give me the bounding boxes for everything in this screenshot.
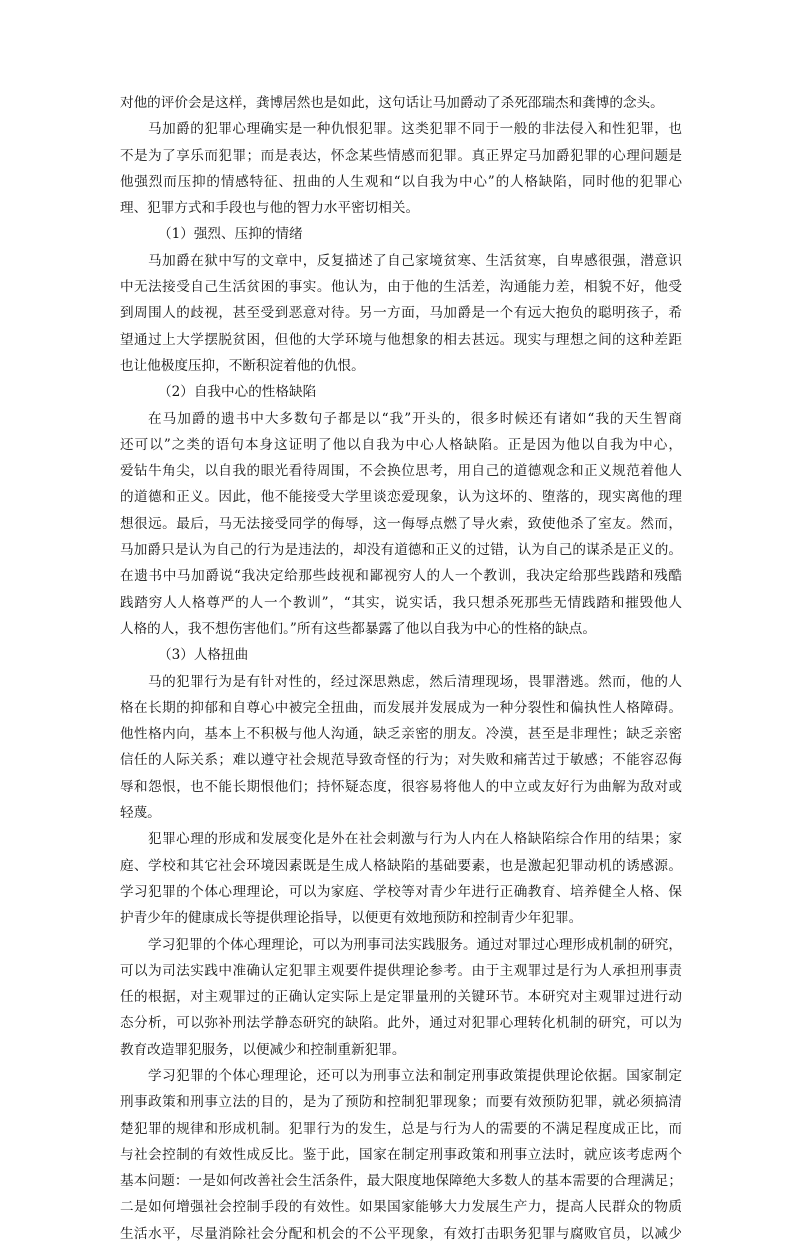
- text-line: 对他的评价会是这样，龚博居然也是如此，这句话让马加爵动了杀死邵瑞杰和龚博的念头。: [120, 95, 664, 111]
- section-heading: （3）人格扭曲: [158, 647, 249, 664]
- text-line: 中无法接受自己生活贫困的事实。他认为，由于他的生活差，沟通能力差，相貌不好，他受: [120, 279, 682, 296]
- text-line: 还可以”之类的语句本身这证明了他以自我为中心人格缺陷。正是因为他以自我为中心，: [120, 436, 682, 453]
- text-line: 他强烈而压抑的情感特征、扭曲的人生观和“以自我为中心”的人格缺陷，同时他的犯罪心: [120, 173, 682, 190]
- text-line: 的道德和正义。因此，他不能接受大学里谈恋爱现象，认为这坏的、堕落的，现实离他的理: [120, 489, 682, 506]
- text-line: 犯罪心理的形成和发展变化是外在社会刺激与行为人内在人格缺陷综合作用的结果；家: [148, 831, 682, 848]
- text-line: 马加爵在狱中写的文章中，反复描述了自己家境贫寒、生活贫寒，自卑感很强，潜意识: [148, 252, 682, 269]
- text-line: 学习犯罪的个体心理理论，还可以为刑事立法和制定刑事政策提供理论依据。国家制定: [148, 1067, 682, 1084]
- text-line: 践踏穷人人格尊严的人一个教训”，“其实，说实话，我只想杀死那些无情践踏和摧毁他人: [120, 594, 682, 611]
- text-line: 护青少年的健康成长等提供理论指导，以便更有效地预防和控制青少年犯罪。: [120, 910, 583, 927]
- text-line: 生活水平，尽量消除社会分配和机会的不公平现象，有效打击职务犯罪与腐败官员，以减少: [120, 1225, 682, 1242]
- section-heading: （2）自我中心的性格缺陷: [158, 384, 317, 401]
- text-line: 人格的人，我不想伤害他们。”所有这些都暴露了他以自我为中心的性格的缺点。: [120, 620, 596, 637]
- text-line: 学习犯罪的个体心理理论，可以为刑事司法实践服务。通过对罪过心理形成机制的研究，: [148, 936, 682, 953]
- text-line: 与社会控制的有效性成反比。鉴于此，国家在制定刑事政策和刑事立法时，就应该考虑两个: [120, 1146, 682, 1163]
- text-line: 学习犯罪的个体心理理论，可以为家庭、学校等对青少年进行正确教育、培养健全人格、保: [120, 883, 682, 900]
- document-page: [120, 90, 682, 1247]
- text-line: 基本问题：一是如何改善社会生活条件，最大限度地保障绝大多数人的基本需要的合理满足；: [120, 1173, 682, 1190]
- text-line: 二是如何增强社会控制手段的有效性。如果国家能够大力发展生产力，提高人民群众的物质: [120, 1199, 682, 1216]
- section-heading: （1）强烈、压抑的情绪: [158, 226, 303, 243]
- text-line: 信任的人际关系；难以遵守社会规范导致奇怪的行为；对失败和痛苦过于敏感；不能容忍侮: [120, 752, 682, 769]
- text-line: 刑事政策和刑事立法的目的，是为了预防和控制犯罪现象；而要有效预防犯罪，就必须搞清: [120, 1094, 682, 1111]
- text-line: 也让他极度压抑，不断积淀着他的仇恨。: [120, 357, 365, 374]
- text-line: 庭、学校和其它社会环境因素既是生成人格缺陷的基础要素，也是激起犯罪动机的诱感源。: [120, 857, 682, 874]
- text-line: 理、犯罪方式和手段也与他的智力水平密切相关。: [120, 200, 420, 217]
- text-line: 马的犯罪行为是有针对性的，经过深思熟虑，然后清理现场，畏罪潜逃。然而，他的人: [148, 673, 682, 690]
- text-line: 到周围人的歧视，甚至受到恶意对待。另一方面，马加爵是一个有远大抱负的聪明孩子，希: [120, 305, 682, 322]
- text-line: 格在长期的抑郁和自尊心中被完全扭曲，而发展并发展成为一种分裂性和偏执性人格障碍。: [120, 699, 682, 716]
- text-line: 在马加爵的遗书中大多数句子都是以“我”开头的，很多时候还有诸如“我的天生智商: [148, 410, 682, 427]
- text-line: 马加爵只是认为自己的行为是违法的，却没有道德和正义的过错，认为自己的谋杀是正义的。: [120, 542, 682, 559]
- text-line: 爱钻牛角尖，以自我的眼光看待周围，不会换位思考，用自己的道德观念和正义规范着他人: [120, 463, 682, 480]
- text-line: 想很远。最后，马无法接受同学的侮辱，这一侮辱点燃了导火索，致使他杀了室友。然而，: [120, 515, 682, 532]
- text-line: 他性格内向，基本上不积极与他人沟通，缺乏亲密的朋友。冷漠，甚至是非理性；缺乏亲密: [120, 726, 682, 743]
- text-line: 态分析，可以弥补刑法学静态研究的缺陷。此外，通过对犯罪心理转化机制的研究，可以为: [120, 1015, 682, 1032]
- text-line: 辱和怨恨，也不能长期恨他们；持怀疑态度，很容易将他人的中立或友好行为曲解为敌对或: [120, 778, 682, 795]
- text-line: 不是为了享乐而犯罪；而是表达，怀念某些情感而犯罪。真正界定马加爵犯罪的心理问题是: [120, 147, 682, 164]
- text-line: 教育改造罪犯服务，以便减少和控制重新犯罪。: [120, 1041, 406, 1058]
- text-line: 马加爵的犯罪心理确实是一种仇恨犯罪。这类犯罪不同于一般的非法侵入和性犯罪，也: [148, 121, 682, 138]
- text-line: 楚犯罪的规律和形成机制。犯罪行为的发生，总是与行为人的需要的不满足程度成正比，而: [120, 1120, 682, 1137]
- text-line: 任的根据，对主观罪过的正确认定实际上是定罪量刑的关键环节。本研究对主观罪过进行动: [120, 989, 682, 1006]
- text-line: 轻蔑。: [120, 805, 161, 822]
- text-line: 在遗书中马加爵说“我决定给那些歧视和鄙视穷人的人一个教训，我决定给那些践踏和残酷: [120, 568, 682, 585]
- text-line: 望通过上大学摆脱贫困，但他的大学环境与他想象的相去甚远。现实与理想之间的这种差距: [120, 331, 682, 348]
- text-line: 可以为司法实践中准确认定犯罪主观要件提供理论参考。由于主观罪过是行为人承担刑事责: [120, 962, 682, 979]
